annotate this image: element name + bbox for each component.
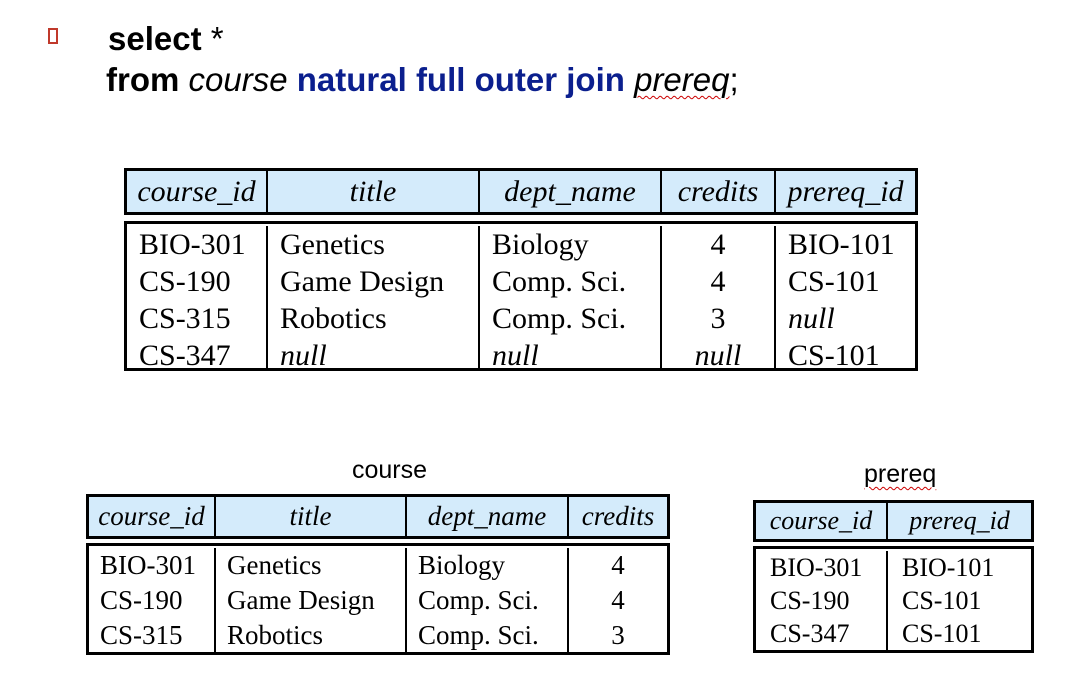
table-cell: Comp. Sci. — [492, 265, 627, 298]
course-table — [86, 494, 670, 655]
header-course-id: course_id — [127, 171, 268, 212]
prereq-table-ref: prereq — [634, 61, 730, 98]
null-cell: null — [788, 302, 835, 335]
header-prereq-id: prereq_id — [787, 174, 904, 208]
col-credits — [569, 548, 667, 652]
table-cell: 3 — [611, 620, 625, 650]
course-table-ref: course — [188, 61, 288, 98]
table-cell: Robotics — [280, 302, 387, 335]
table-cell: Genetics — [227, 550, 322, 580]
table-cell: Comp. Sci. — [418, 620, 539, 650]
col-prereq-id — [776, 226, 915, 372]
prereq-table-body — [753, 546, 1034, 653]
result-table — [124, 168, 918, 371]
table-cell: CS-315 — [100, 620, 183, 650]
table-cell: 4 — [611, 585, 625, 615]
null-cell: null — [694, 339, 742, 372]
null-cell: null — [492, 339, 539, 372]
table-cell: CS-101 — [788, 339, 880, 372]
header-dept-name: dept_name — [407, 497, 569, 536]
col-title — [216, 548, 407, 652]
table-cell: Comp. Sci. — [418, 585, 539, 615]
col-title — [268, 226, 480, 372]
header-course-id: course_id — [89, 497, 216, 536]
course-table-header — [86, 494, 670, 539]
table-cell: Game Design — [280, 265, 445, 298]
table-cell: Robotics — [227, 620, 324, 650]
table-cell: CS-315 — [139, 302, 231, 335]
col-prereq-id — [888, 551, 1031, 650]
header-course-id: course_id — [756, 503, 888, 539]
table-cell: 3 — [710, 302, 726, 335]
table-cell: CS-101 — [788, 265, 880, 298]
table-cell: CS-101 — [902, 586, 982, 615]
select-keyword: select — [108, 20, 202, 57]
table-cell: CS-190 — [770, 586, 850, 615]
table-cell: CS-190 — [139, 265, 231, 298]
prereq-table-header — [753, 500, 1034, 542]
table-cell: Game Design — [227, 585, 375, 615]
table-cell: BIO-301 — [100, 550, 196, 580]
result-table-body — [124, 221, 918, 371]
table-cell: 4 — [710, 228, 726, 261]
table-cell: CS-347 — [770, 619, 850, 648]
table-cell: Genetics — [280, 228, 385, 261]
table-cell: BIO-301 — [770, 553, 863, 582]
semicolon: ; — [729, 61, 739, 98]
table-cell: 4 — [710, 265, 726, 298]
header-title: title — [216, 497, 407, 536]
table-cell: CS-347 — [139, 339, 231, 372]
col-credits — [662, 226, 776, 372]
table-cell: BIO-301 — [139, 228, 246, 261]
col-dept-name — [407, 548, 569, 652]
table-cell: 4 — [611, 550, 625, 580]
prereq-caption: prereq — [864, 460, 937, 488]
table-cell: BIO-101 — [788, 228, 895, 261]
table-cell: Biology — [418, 550, 506, 580]
select-star: * — [210, 20, 224, 57]
col-dept-name — [480, 226, 662, 372]
table-cell: BIO-101 — [902, 553, 995, 582]
result-table-header — [124, 168, 918, 215]
header-credits: credits — [662, 171, 776, 212]
bullet-icon — [48, 28, 58, 44]
col-course-id — [756, 551, 888, 650]
null-cell: null — [280, 339, 327, 372]
header-dept-name: dept_name — [480, 171, 662, 212]
header-prereq-id: prereq_id — [909, 506, 1010, 535]
sql-query — [106, 18, 739, 100]
header-title: title — [268, 171, 480, 212]
table-cell: Biology — [492, 228, 589, 261]
header-credits: credits — [581, 501, 655, 531]
table-cell: CS-190 — [100, 585, 183, 615]
col-course-id — [89, 548, 216, 652]
table-cell: CS-101 — [902, 619, 982, 648]
join-keyword: natural full outer join — [296, 61, 625, 98]
course-caption: course — [352, 456, 428, 484]
from-keyword: from — [106, 61, 180, 98]
prereq-table — [753, 500, 1034, 653]
col-course-id — [127, 226, 268, 372]
course-table-body — [86, 543, 670, 655]
table-cell: Comp. Sci. — [492, 302, 627, 335]
